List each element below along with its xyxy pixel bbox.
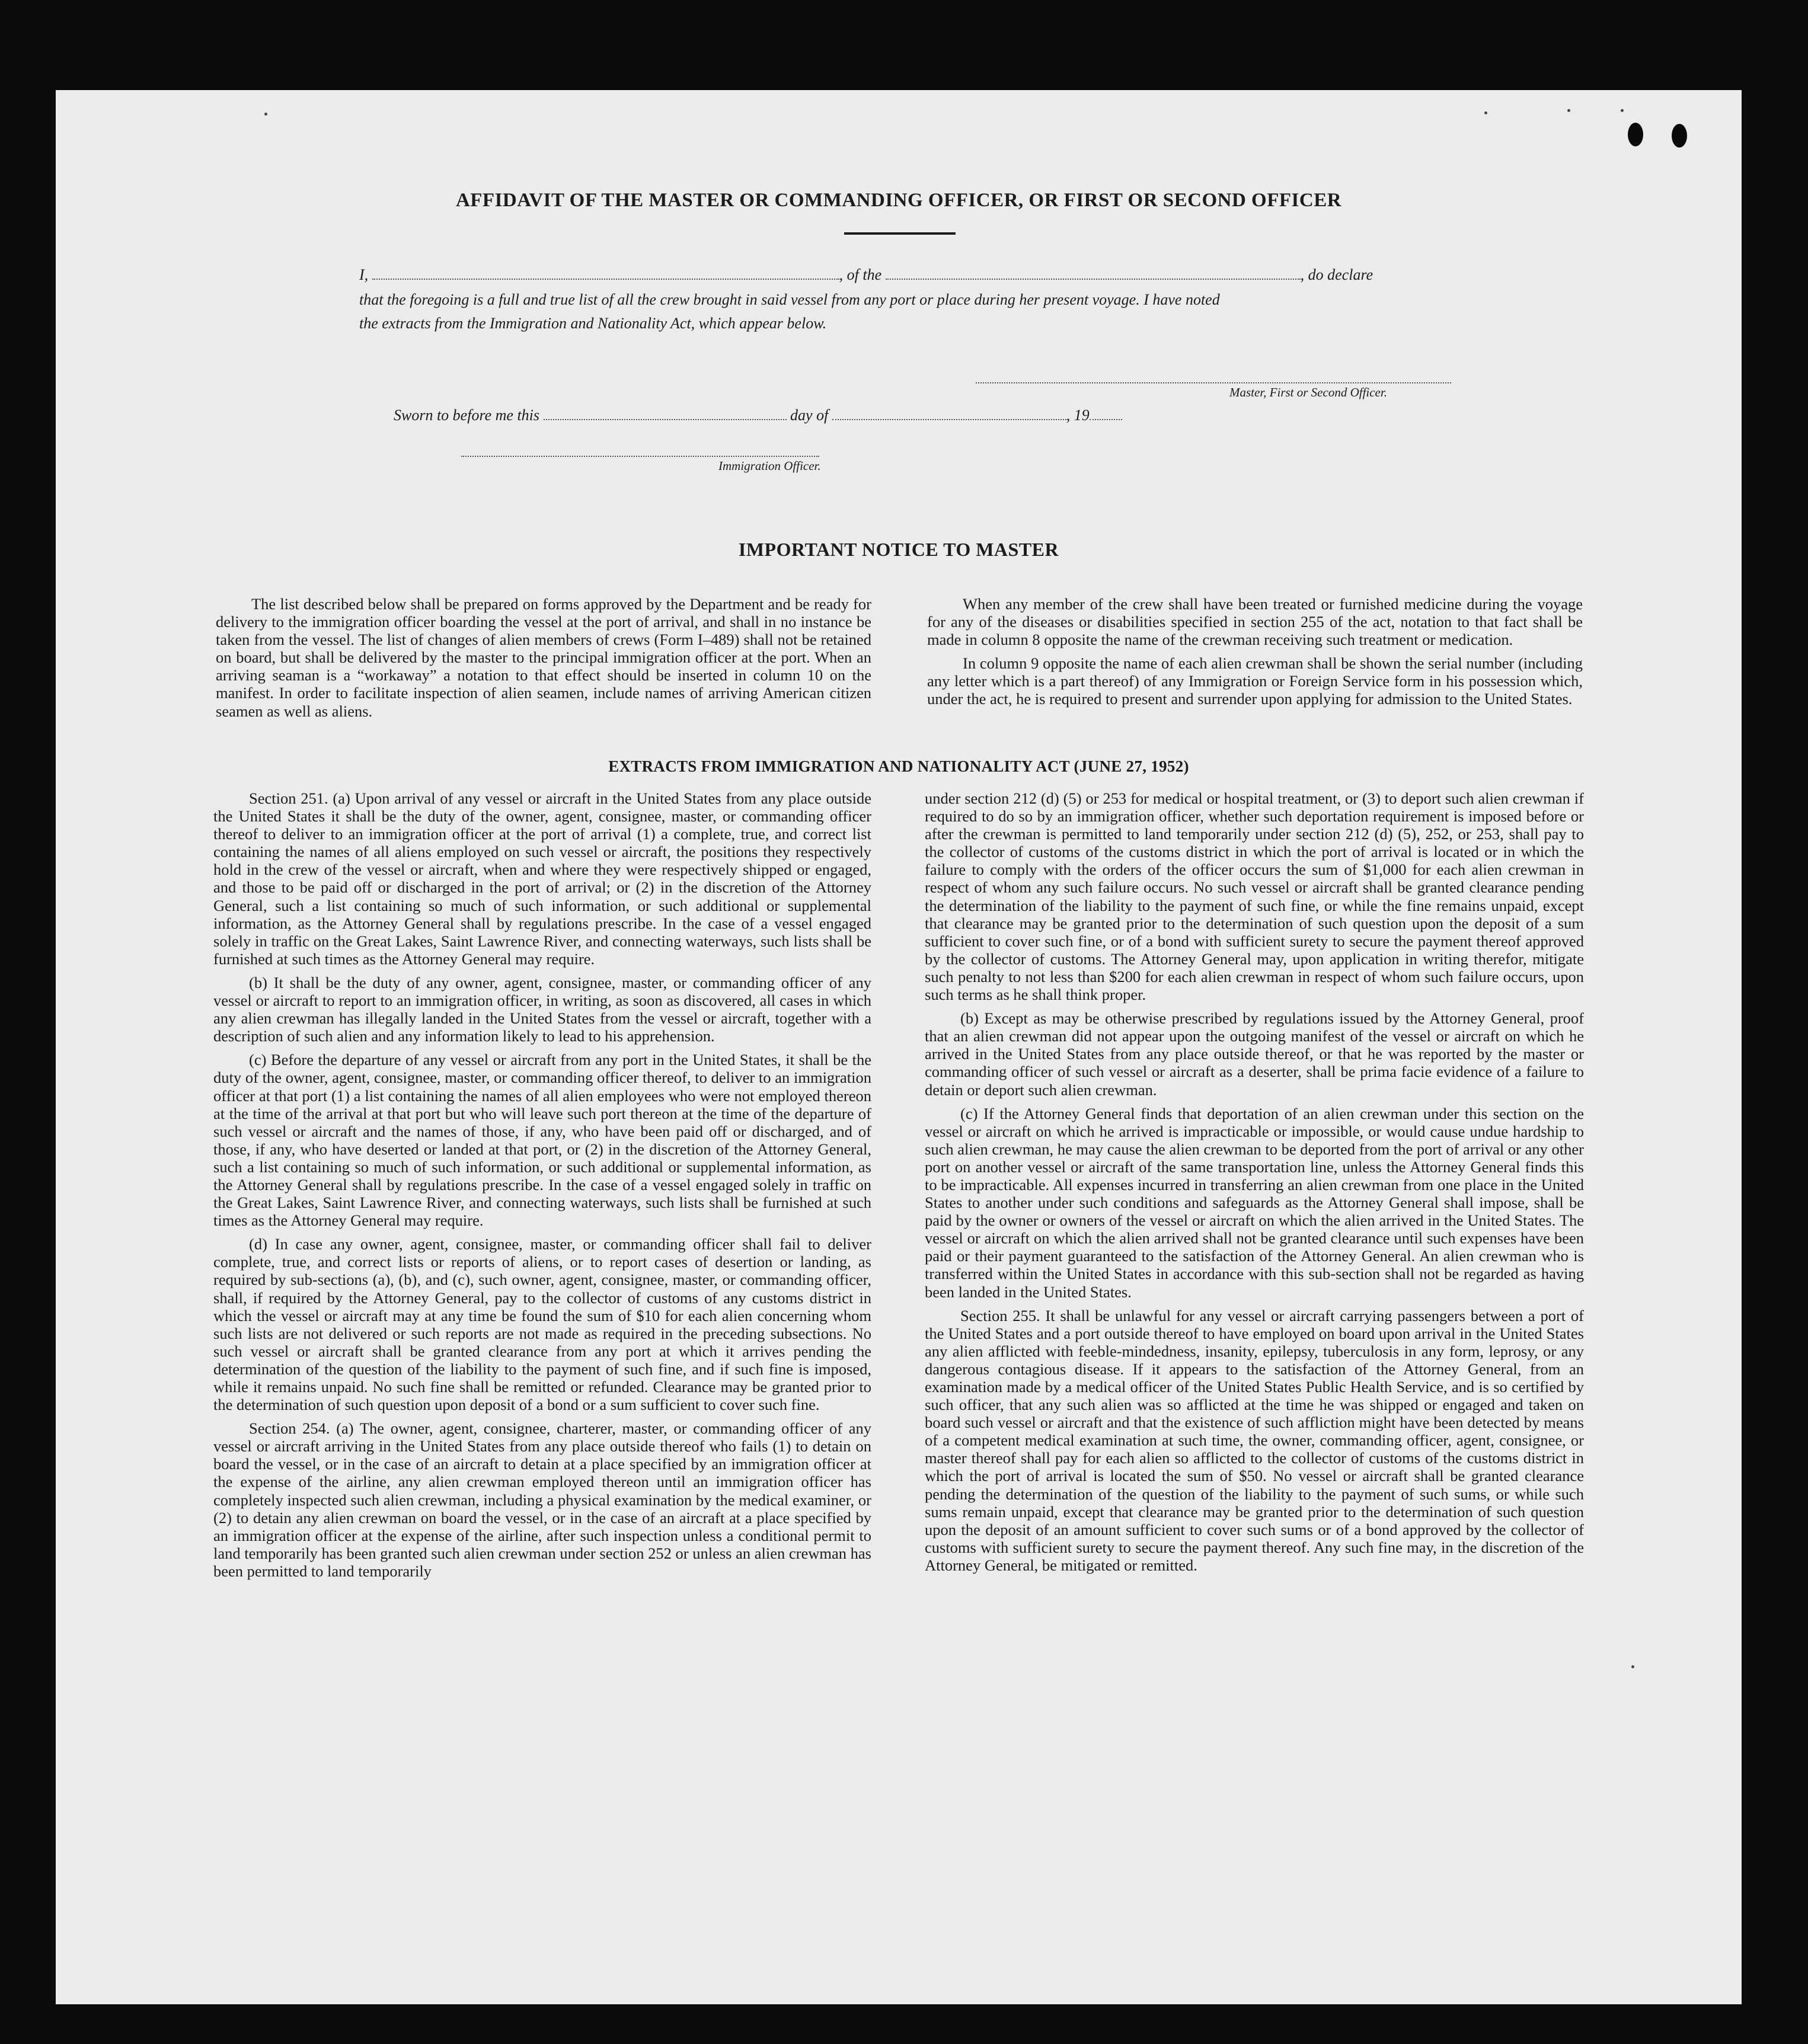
punch-hole <box>1672 124 1687 148</box>
notice-paragraph: The list described below shall be prepared on forms approved by the Department and be ready for delivery to the immigration officer boarding the vessel at the port of arrival, and shall in no instance be taken from the vessel. The list of changes of alien members of crews (Form I–489) shall not be retained on board, but shall be delivered by the master to the principal immigration officer at the port. When an arriving seaman is a “workaway” a notation to that effect should be inserted in column 10 on the manifest. In order to facilitate inspection of alien seamen, include names of arriving American citizen seamen as well as aliens. <box>216 595 871 720</box>
section-254a: Section 254. (a) The owner, agent, consignee, charterer, master, or commanding officer of any vessel or aircraft arriving in the United States from any place outside thereof who fails (1) to detain on board the vessel, or in the case of an aircraft to detain at a place specified by an immigration officer at the expense of the airline, any alien crewman employed thereon until an immigration officer has completely inspected such alien crewman, including a physical examination by the medical examiner, or (2) to detain any alien crewman on board the vessel, or in the case of an aircraft at a place specified by an immigration officer at the expense of the airline, after such inspection unless a conditional permit to land temporarily has been granted such alien crewman under section 252 or unless an alien crewman has been permitted to land temporarily <box>213 1419 871 1580</box>
year-prefix: , 19 <box>1066 407 1090 424</box>
title-rule <box>844 232 956 235</box>
day-of-text: day of <box>790 407 829 424</box>
section-254c: (c) If the Attorney General finds that deportation of an alien crewman under this section on the vessel or aircraft on which he arrived is impracticable or impossible, or would cause undue hardship to such alien crewman, he may cause the alien crewman to be deported from the port of arrival or any other port on another vessel or aircraft of the same transportation line, unless the Attorney General finds this to be impracticable. All expenses incurred in transferring an alien crewman from one place in the United States to another under such conditions and safeguards as the Attorney General shall impose, shall be paid by the owner or owners of the vessel or aircraft on which the alien arrived in the United States. The vessel or aircraft on which the alien arrived shall not be granted clearance until such expenses have been paid or their payment guaranteed to the satisfaction of the Attorney General. An alien crewman who is transferred within the United States in accordance with this sub-section shall not be regarded as having been landed in the United States. <box>925 1104 1584 1301</box>
affidavit-declare: , do declare <box>1300 266 1373 283</box>
scan-speck <box>1621 109 1624 112</box>
officer-caption: Immigration Officer. <box>718 459 821 473</box>
section-251c: (c) Before the departure of any vessel or aircraft from any port in the United States, it shall be the duty of the owner, agent, consignee, master, or commanding officer thereof, to deliver to an immigration officer at that port (1) a list containing the names of all alien employees who were not employed thereon at the time of the arrival at that port but who will leave such port thereon at the time of the departure of such vessel or aircraft and the names of those, if any, who have been paid off or discharged, and of those, if any, who have deserted or landed at that port, or (2) in the discretion of the Attorney General, such a list containing so much of such information, or such additional or supplemental information, as the Attorney General shall by regulations prescribe. In the case of a vessel engaged solely in traffic on the Great Lakes, Saint Lawrence River, and connecting waterways, such lists shall be furnished at such times as the Attorney General may require. <box>213 1051 871 1230</box>
affidavit-line-3: the extracts from the Immigration and Nationality Act, which appear below. <box>359 315 827 332</box>
extracts-left-column <box>213 789 871 1580</box>
affidavit-declaration-line <box>359 266 1497 284</box>
section-251a: Section 251. (a) Upon arrival of any vessel or aircraft in the United States from any place outside the United States it shall be the duty of the owner, agent, consignee, master, or commanding officer thereof to deliver to an immigration officer at the port of arrival (1) a complete, true, and correct list containing the names of all aliens employed on such vessel or aircraft, the positions they respectively hold in the crew of the vessel or aircraft, when and where they were respectively shipped or engaged, and those to be paid off or discharged in the port of arrival; or (2) in the discretion of the Attorney General, such a list containing so much of such information, or such additional or supplemental information, as the Attorney General shall by regulations prescribe. In the case of a vessel engaged solely in traffic on the Great Lakes, Saint Lawrence River, and connecting waterways, such lists shall be furnished at such times as the Attorney General may require. <box>213 789 871 968</box>
document-page <box>56 90 1742 2004</box>
master-signature-line[interactable] <box>976 382 1451 383</box>
sworn-day-field[interactable] <box>544 417 787 420</box>
notice-paragraph: In column 9 opposite the name of each alien crewman shall be shown the serial number (including any letter which is a part thereof) of any Immigration or Foreign Service form in his possession which, under the act, he is required to present and surrender upon applying for admission to the United States. <box>927 654 1583 708</box>
section-255: Section 255. It shall be unlawful for any vessel or aircraft carrying passengers between a port of the United States and a port outside thereof to have employed on board upon arrival in the United States any alien afflicted with feeble-mindedness, insanity, epilepsy, tuberculosis in any form, leprosy, or any dangerous contagious disease. If it appears to the satisfaction of the Attorney General, from an examination made by a medical officer of the United States Public Health Service, and is so certified by such officer, that any such alien was so afflicted at the time he was shipped or engaged and taken on board such vessel or aircraft and that the existence of such affliction might have been detected by means of a competent medical examination at such time, the owner, commanding officer, agent, consignee, or master thereof shall pay for each alien so afflicted to the collector of customs of the customs district in which the port of arrival is located the sum of $50. No vessel or aircraft shall be granted clearance pending the determination of the question of the liability to the payment of such sums, or while such sums remain unpaid, except that clearance may be granted prior to the determination of such question upon the deposit of an amount sufficient to cover such sums or of a bond approved by the collector of customs with sufficient surety to secure the payment thereof. Any such fine may, in the discretion of the Attorney General, be mitigated or remitted. <box>925 1306 1584 1574</box>
scan-speck <box>1484 111 1487 114</box>
extracts-title: EXTRACTS FROM IMMIGRATION AND NATIONALITY ACT (JUNE 27, 1952) <box>608 757 1189 775</box>
affidavit-line-2: that the foregoing is a full and true list of all the crew brought in said vessel from any port or place during her present voyage. I have noted <box>359 291 1220 308</box>
section-251d: (d) In case any owner, agent, consignee, master, or commanding officer shall fail to deliver complete, true, and correct lists or reports of aliens, or to report cases of desertion or landing, as required by sub-sections (a), (b), and (c), such owner, agent, consignee, master, or commanding officer, shall, if required by the Attorney General, pay to the collector of customs of any customs district in which the vessel or aircraft may at any time be found the sum of $10 for each alien concerning whom such lists are not delivered or such reports are not made as required in the preceding subsections. No such vessel or aircraft shall be granted clearance from any port at which it arrives pending the determination of the question of the liability to the payment of such fine, and if such fine is imposed, while it remains unpaid. No such fine shall be remitted or refunded. Clearance may be granted prior to the determination of such question upon deposit of a bond or a sum sufficient to cover such fine. <box>213 1235 871 1414</box>
notice-left-column <box>216 595 871 720</box>
sworn-year-field[interactable] <box>1090 417 1122 420</box>
section-251b: (b) It shall be the duty of any owner, agent, consignee, master, or commanding officer of any vessel or aircraft to report to an immigration officer, in writing, as soon as discovered, all cases in which any alien crewman has illegally landed in the United States from the vessel or aircraft, together with a description of such alien and any information likely to lead to his apprehension. <box>213 973 871 1045</box>
notice-title: IMPORTANT NOTICE TO MASTER <box>738 539 1059 560</box>
vessel-field[interactable] <box>886 276 1301 280</box>
extracts-right-column <box>925 789 1584 1574</box>
notice-right-column <box>927 595 1583 708</box>
affidavit-i: I, <box>359 266 369 283</box>
scan-speck <box>1567 109 1570 112</box>
punch-hole <box>1628 123 1643 146</box>
sworn-text: Sworn to before me this <box>394 407 540 424</box>
section-254a-continued: under section 212 (d) (5) or 253 for medical or hospital treatment, or (3) to deport such alien crewman if required to do so by an immigration officer, whether such deportation requirement is imposed before or after the crewman is permitted to land temporarily under section 212 (d) (5), 252, or 253, shall pay to the collector of customs of the customs district in which the port of arrival is located or in which the failure to comply with the orders of the officer occurs the sum of $1,000 for each alien crewman in respect of whom any such failure occurs. No such vessel or aircraft shall be granted clearance pending the determination of the liability to the payment of such fine, or while the fine remains unpaid, except that clearance may be granted prior to the determination of such question upon the deposit of a sum sufficient to cover such fine, or of a bond with sufficient surety to secure the payment thereof approved by the collector of customs. The Attorney General may, upon application in writing therefor, mitigate such penalty to not less than $200 for each alien crewman in respect of whom such failure occurs, upon such terms as he shall think proper. <box>925 789 1584 1004</box>
sworn-line <box>394 407 1532 424</box>
affidavit-of-the: , of the <box>839 266 882 283</box>
officer-signature-line[interactable] <box>461 456 819 457</box>
notice-paragraph: When any member of the crew shall have been treated or furnished medicine during the voyage for any of the diseases or disabilities specified in section 255 of the act, notation to that fact shall be made in column 8 opposite the name of the crewman receiving such treatment or medication. <box>927 595 1583 649</box>
name-field[interactable] <box>372 276 839 280</box>
scan-speck <box>264 113 267 116</box>
affidavit-title: AFFIDAVIT OF THE MASTER OR COMMANDING OFFICER, OR FIRST OR SECOND OFFICER <box>455 190 1342 211</box>
section-254b: (b) Except as may be otherwise prescribed by regulations issued by the Attorney General, proof that an alien crewman did not appear upon the outgoing manifest of the vessel or aircraft on which he arrived in the United States from any place outside thereof, or that he was reported by the master or commanding officer of such vessel or aircraft as a deserter, shall be prima facie evidence of a failure to detain or deport such alien crewman. <box>925 1009 1584 1099</box>
master-caption: Master, First or Second Officer. <box>1229 385 1387 399</box>
sworn-month-field[interactable] <box>832 417 1066 420</box>
scan-speck <box>1631 1665 1634 1668</box>
